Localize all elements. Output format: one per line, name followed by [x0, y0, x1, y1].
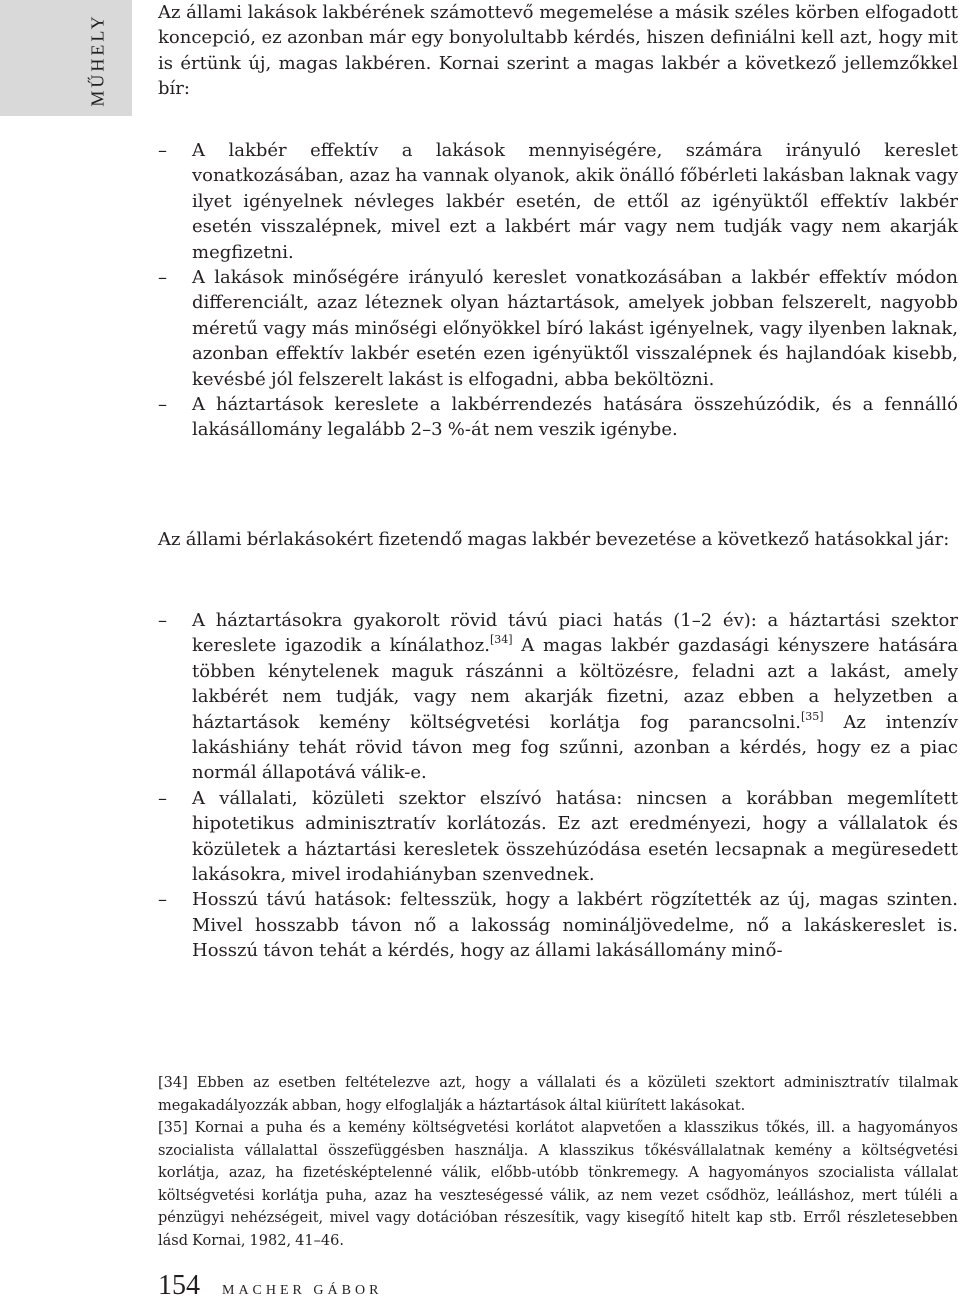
footnote-ref-34[interactable]: [34] — [490, 633, 513, 647]
section-tab — [0, 0, 132, 116]
second-paragraph: Az állami bérlakásokért fizetendő magas lakbér bevezetése a következő hatásokkal jár: — [158, 529, 950, 550]
list-dash: – — [158, 394, 167, 416]
list-item — [158, 265, 958, 392]
footnote-34: [34] Ebben az esetben feltételezve azt, hogy a vállalati és a közületi szektort adminisztratív tilalmak megakadályozzák abban, hogy elfoglalják a háztartások által kiürített lakásokat. — [158, 1075, 958, 1114]
list-item-text: A lakbér effektív a lakások mennyiségére, számára irányuló kereslet vonatkozásában, azaz ha vannak olyanok, akik önálló főbérleti lakásban laknak vagy ilyet igényelnek névleges lakbér esetén, de ettől az igényüktől effektív lakbér esetén visszalépnek, mivel ezt a lakbért már vagy nem tudják vagy nem akarják megfizetni. — [192, 140, 958, 263]
list-item — [158, 138, 958, 265]
list-item-text-part: Az intenzív lakáshiány tehát rövid távon meg fog szűnni, azonban a kérdés, hogy ez a piac normál állapotává válik-e. — [192, 711, 958, 784]
list-item — [158, 608, 958, 786]
page-footer — [158, 1270, 382, 1302]
list-item-text: A lakások minőségére irányuló kereslet vonatkozásában a lakbér effektív módon differenciált, azaz léteznek olyan háztartások, amelyek jobban felszerelt, nagyobb méretű vagy más minőségi előnyökkel bíró lakást igényelnek, vagy ilyenben laknak, azonban effektív lakbér esetén ezen igényüktől visszalépnek és hajlandóak kisebb, kevésbé jól felszerelt lakást is elfogadni, abba beköltözni. — [192, 267, 958, 390]
list-item-text-part: A háztartásokra gyakorolt rövid távú piaci hatás (1–2 év): a háztartási szektor kereslete igazodik a kínálathoz. — [192, 610, 958, 657]
list-dash: – — [158, 267, 167, 289]
list-dash: – — [158, 140, 167, 161]
effects-list — [158, 608, 958, 964]
characteristics-list — [158, 138, 958, 443]
list-item-text: A vállalati, közületi szektor elszívó hatása: nincsen a korábban megemlített hipotetikus adminisztratív korlátozás. Ez azt eredményezi, hogy a vállalatok és közületek a háztartási keresletek összehúzódása esetén lecsapnak a megüresedett lakásokra, mivel irodahiányban szenvednek. — [192, 787, 958, 886]
list-dash: – — [158, 610, 167, 631]
list-dash: – — [158, 787, 167, 809]
list-item — [158, 887, 958, 963]
intro-paragraph: Az állami lakások lakbérének számottevő megemelése a másik széles körben elfogadott koncepció, ez azonban már egy bonyolultabb kérdés, hiszen definiálni kell azt, hogy mit is értünk új, magas lakbéren. Kornai szerint a magas lakbér a következő jellemzőkkel bír: — [158, 2, 958, 100]
list-item-text-part: A magas lakbér gazdasági kényszere hatására többen kénytelenek maguk rászánni a költözésre, feladni azt a lakást, amely lakbérét nem tudják, vagy nem akarják fizetni, azaz ebben a helyzetben a háztartások kemény költségvetési korlátja fog parancsolni. — [192, 635, 958, 733]
list-item-text: A háztartások kereslete a lakbérrendezés hatására összehúzódik, és a fennálló lakásállomány legalább 2–3 %-át nem veszik igénybe. — [192, 394, 958, 441]
running-author: MACHER GÁBOR — [222, 1283, 383, 1298]
footnotes — [158, 1072, 958, 1252]
list-item-text — [192, 610, 958, 783]
page-number: 154 — [158, 1270, 200, 1301]
section-tab-label: MŰHELY — [87, 13, 108, 107]
list-dash: – — [158, 889, 167, 911]
list-item — [158, 392, 958, 443]
list-item-text: Hosszú távú hatások: feltesszük, hogy a lakbért rögzítették az új, magas szinten. Mivel hosszabb távon nő a lakosság nomináljövedelme, nő a lakáskereslet is. Hosszú távon tehát a kérdés, hogy az állami lakásállomány minő- — [192, 889, 958, 962]
footnote-35: [35] Kornai a puha és a kemény költségvetési korlátot alapvetően a klasszikus tőkés, ill. a hagyományos szocialista vállalattal összefüggésben használja. A klasszikus tőkésvállalatnak kemény a költségvetési korlátja, azaz, ha fizetésképtelenné válik, előbb-utóbb tönkremegy. A hagyományos szocialista vállalat költségvetési korlátja puha, azaz ha veszteségessé válik, az nem vezet csődhöz, leálláshoz, mert túléli a pénzügyi nehézségeit, mivel vagy dotációban részesítik, vagy kisegítő hitelt kap stb. Erről részletesebben lásd Kornai, 1982, 41–46. — [158, 1120, 958, 1249]
list-item — [158, 786, 958, 888]
footnote-ref-35[interactable]: [35] — [800, 709, 824, 723]
